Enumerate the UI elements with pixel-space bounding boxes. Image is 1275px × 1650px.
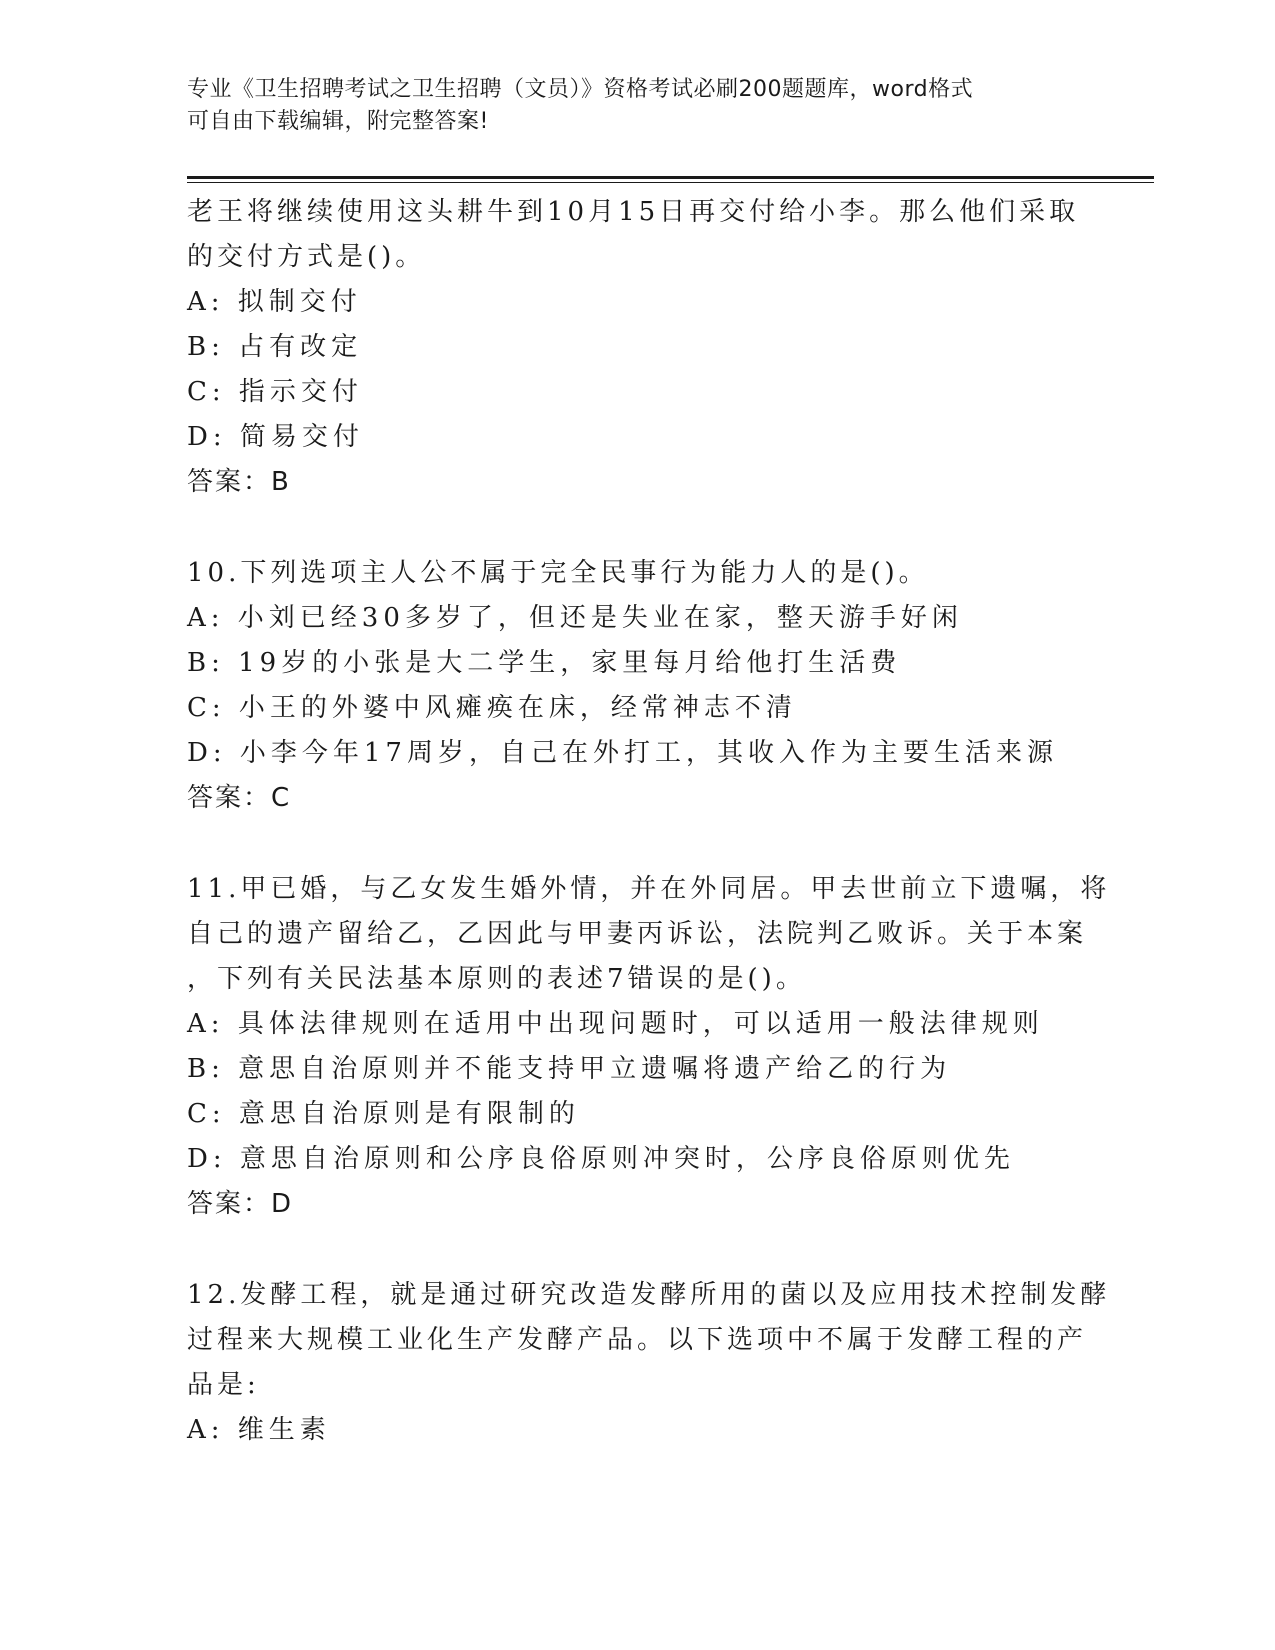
question-9 xyxy=(187,190,1087,505)
option-a: A: 具体法律规则在适用中出现问题时，可以适用一般法律规则 xyxy=(187,1009,1044,1039)
spacer xyxy=(187,1227,1087,1273)
question-11 xyxy=(187,867,1111,1227)
option-d: D: 小李今年17周岁，自己在外打工，其收入作为主要生活来源 xyxy=(187,738,1058,768)
question-text-line: 自己的遗产留给乙，乙因此与甲妻丙诉讼，法院判乙败诉。关于本案 xyxy=(187,919,1088,949)
header-line-1: 专业《卫生招聘考试之卫生招聘（文员）》资格考试必刷200题题库，word格式 xyxy=(187,77,974,102)
question-text-line: ，下列有关民法基本原则的表述7错误的是()。 xyxy=(187,964,806,994)
question-text-line: 12.发酵工程，就是通过研究改造发酵所用的菌以及应用技术控制发酵 xyxy=(187,1280,1111,1310)
question-10 xyxy=(187,551,1087,821)
question-text-line: 品是: xyxy=(187,1370,260,1400)
question-text-line: 过程来大规模工业化生产发酵产品。以下选项中不属于发酵工程的产 xyxy=(187,1325,1088,1355)
answer: 答案：D xyxy=(187,1189,294,1219)
option-a: A: 维生素 xyxy=(187,1415,331,1445)
question-12 xyxy=(187,1273,1111,1453)
question-text-line: 11.甲已婚，与乙女发生婚外情，并在外同居。甲去世前立下遗嘱，将 xyxy=(187,874,1111,904)
answer: 答案：B xyxy=(187,467,291,497)
question-text-line: 10.下列选项主人公不属于完全民事行为能力人的是()。 xyxy=(187,558,929,588)
option-c: C: 意思自治原则是有限制的 xyxy=(187,1099,580,1129)
header-rule-thin xyxy=(187,182,1154,183)
option-c: C: 小王的外婆中风瘫痪在床，经常神志不清 xyxy=(187,693,797,723)
option-a: A: 拟制交付 xyxy=(187,287,362,317)
spacer xyxy=(187,505,1087,551)
option-a: A: 小刘已经30多岁了，但还是失业在家，整天游手好闲 xyxy=(187,603,963,633)
option-b: B: 意思自治原则并不能支持甲立遗嘱将遗产给乙的行为 xyxy=(187,1054,952,1084)
option-c: C: 指示交付 xyxy=(187,377,363,407)
question-content xyxy=(187,190,1111,1453)
document-header xyxy=(187,74,1067,138)
option-b: B: 占有改定 xyxy=(187,332,363,362)
question-text-line: 的交付方式是()。 xyxy=(187,242,426,272)
spacer xyxy=(187,821,1087,867)
answer: 答案：C xyxy=(187,783,292,813)
option-b: B: 19岁的小张是大二学生，家里每月给他打生活费 xyxy=(187,648,902,678)
header-line-2: 可自由下载编辑，附完整答案! xyxy=(187,109,489,134)
option-d: D: 简易交付 xyxy=(187,422,364,452)
question-text-line: 老王将继续使用这头耕牛到10月15日再交付给小李。那么他们采取 xyxy=(187,197,1080,227)
option-d: D: 意思自治原则和公序良俗原则冲突时，公序良俗原则优先 xyxy=(187,1144,1015,1174)
header-rule-thick xyxy=(187,176,1154,179)
